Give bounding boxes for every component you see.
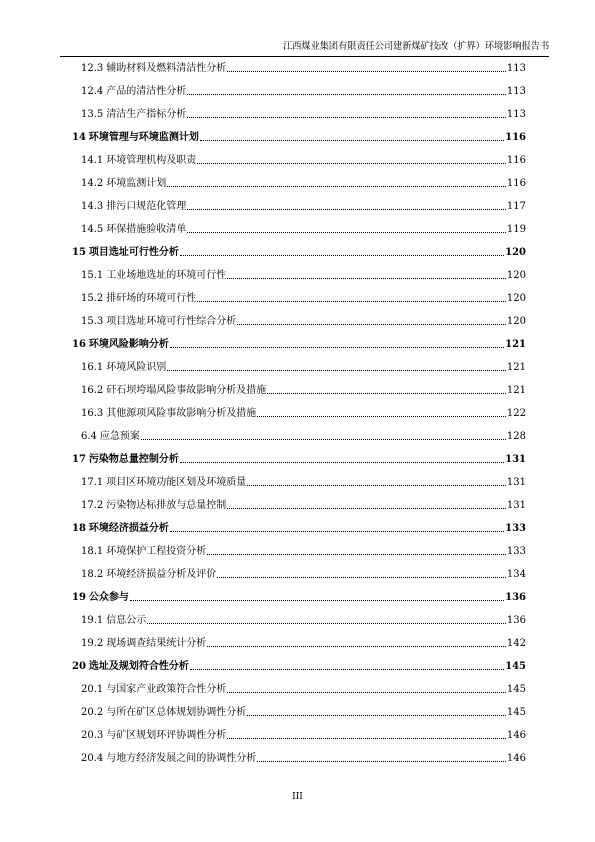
dot-leader <box>217 577 506 578</box>
toc-chapter-entry[interactable] <box>72 656 526 673</box>
toc-section-entry[interactable] <box>81 265 526 282</box>
toc-entry-label: 现场调查结果统计分析 <box>106 638 207 649</box>
toc-entry-number: 12.3 <box>81 63 104 74</box>
toc-entry-page: 120 <box>505 247 526 258</box>
toc-entry-page: 146 <box>506 753 526 764</box>
toc-entry-label: 选址及规划符合性分析 <box>88 661 189 672</box>
toc-entry-label: 与矿区规划环评协调性分析 <box>106 730 227 741</box>
toc-entry-number: 19.1 <box>81 615 104 626</box>
dot-leader <box>197 301 506 302</box>
dot-leader <box>180 462 504 463</box>
dot-leader <box>247 715 506 716</box>
toc-entry-title <box>81 614 146 627</box>
toc-chapter-entry[interactable] <box>72 334 526 351</box>
toc-entry-number: 20 <box>72 661 86 672</box>
toc-entry-title <box>72 131 199 144</box>
toc-entry-number: 14.3 <box>81 201 104 212</box>
toc-entry-title <box>81 292 196 305</box>
toc-entry-title <box>72 246 179 259</box>
toc-entry-label: 污染物总量控制分析 <box>88 454 179 465</box>
toc-entry-title <box>81 62 226 75</box>
toc-entry-label: 公众参与 <box>88 592 129 603</box>
toc-entry-label: 环保措施验收清单 <box>106 224 187 235</box>
toc-entry-number: 18.2 <box>81 569 104 580</box>
toc-entry-page: 121 <box>506 385 526 396</box>
dot-leader <box>227 738 506 739</box>
toc-entry-label: 矸石坝垮塌风险事故影响分析及措施 <box>106 385 267 396</box>
toc-entry-title <box>72 338 169 351</box>
toc-entry-title <box>81 177 166 190</box>
dot-leader <box>237 324 506 325</box>
dot-leader <box>167 186 506 187</box>
toc-entry-label: 信息公示 <box>106 615 147 626</box>
toc-entry-page: 145 <box>506 707 526 718</box>
toc-entry-number: 17.1 <box>81 477 104 488</box>
toc-entry-page: 120 <box>506 316 526 327</box>
toc-entry-title <box>81 683 226 696</box>
toc-entry-title <box>81 361 166 374</box>
toc-chapter-entry[interactable] <box>72 518 526 535</box>
dot-leader <box>170 347 504 348</box>
toc-entry-title <box>81 499 226 512</box>
toc-section-entry[interactable] <box>81 541 526 558</box>
toc-entry-title <box>81 384 266 397</box>
toc-entry-page: 116 <box>506 155 526 166</box>
toc-section-entry[interactable] <box>81 288 526 305</box>
toc-entry-label: 与国家产业政策符合性分析 <box>106 684 227 695</box>
toc-entry-label: 工业场地选址的环境可行性 <box>106 270 227 281</box>
toc-entry-number: 14 <box>72 132 86 143</box>
dot-leader <box>267 393 506 394</box>
toc-entry-number: 17 <box>72 454 86 465</box>
toc-section-entry[interactable] <box>81 104 526 121</box>
toc-entry-title <box>81 200 186 213</box>
toc-entry-number: 15.2 <box>81 293 104 304</box>
toc-entry-title <box>81 85 186 98</box>
toc-entry-label: 环境监测计划 <box>106 178 167 189</box>
toc-entry-number: 13.5 <box>81 109 104 120</box>
running-header: 江西煤业集团有限责任公司建新煤矿技改（扩界）环境影响报告书 <box>60 40 549 57</box>
toc-entry-page: 122 <box>506 408 526 419</box>
toc-section-entry[interactable] <box>81 472 526 489</box>
toc-entry-label: 辅助材料及燃料清洁性分析 <box>106 63 227 74</box>
dot-leader <box>257 416 506 417</box>
toc-entry-title <box>81 637 206 650</box>
toc-entry-title <box>81 476 246 489</box>
toc-entry-number: 16.2 <box>81 385 104 396</box>
toc-chapter-entry[interactable] <box>72 587 526 604</box>
toc-entry-title <box>81 545 206 558</box>
toc-entry-number: 19 <box>72 592 86 603</box>
toc-entry-page: 134 <box>506 569 526 580</box>
toc-entry-page: 146 <box>506 730 526 741</box>
toc-section-entry[interactable] <box>81 564 526 581</box>
toc-entry-number: 16.1 <box>81 362 104 373</box>
toc-section-entry[interactable] <box>81 702 526 719</box>
toc-chapter-entry[interactable] <box>72 127 526 144</box>
toc-entry-label: 环境管理机构及职责 <box>106 155 197 166</box>
toc-entry-title <box>72 453 179 466</box>
toc-entry-number: 15.3 <box>81 316 104 327</box>
dot-leader <box>190 669 504 670</box>
toc-entry-page: 136 <box>505 592 526 603</box>
dot-leader <box>227 71 506 72</box>
toc-entry-title <box>81 154 196 167</box>
dot-leader <box>207 646 506 647</box>
toc-entry-title <box>81 752 256 765</box>
toc-entry-page: 113 <box>506 63 526 74</box>
toc-entry-number: 12.4 <box>81 86 104 97</box>
toc-entry-page: 142 <box>506 638 526 649</box>
toc-entry-label: 环境风险影响分析 <box>88 339 169 350</box>
toc-entry-number: 20.3 <box>81 730 104 741</box>
toc-section-entry[interactable] <box>81 495 526 512</box>
toc-chapter-entry[interactable] <box>72 449 526 466</box>
toc-section-entry[interactable] <box>81 150 526 167</box>
toc-entry-title <box>81 108 186 121</box>
toc-entry-page: 145 <box>505 661 526 672</box>
toc-section-entry[interactable] <box>81 748 526 765</box>
toc-entry-label: 排矸场的环境可行性 <box>106 293 197 304</box>
toc-entry-page: 113 <box>506 86 526 97</box>
toc-entry-title <box>72 660 189 673</box>
toc-entry-label: 与地方经济发展之间的协调性分析 <box>106 753 257 764</box>
toc-entry-page: 120 <box>506 293 526 304</box>
toc-entry-label: 环境经济损益分析及评价 <box>106 569 217 580</box>
dot-leader <box>227 508 506 509</box>
toc-entry-label: 与所在矿区总体规划协调性分析 <box>106 707 247 718</box>
toc-entry-title <box>81 706 246 719</box>
toc-entry-number: 20.4 <box>81 753 104 764</box>
toc-entry-label: 排污口规范化管理 <box>106 201 187 212</box>
toc-entry-label: 应急预案 <box>99 431 140 442</box>
toc-entry-title <box>81 315 236 328</box>
toc-entry-title <box>72 522 169 535</box>
dot-leader <box>180 255 504 256</box>
toc-entry-label: 项目选址可行性分析 <box>88 247 179 258</box>
toc-entry-label: 产品的清洁性分析 <box>106 86 187 97</box>
dot-leader <box>187 232 506 233</box>
dot-leader <box>257 761 506 762</box>
toc-entry-page: 136 <box>506 615 526 626</box>
toc-section-entry[interactable] <box>81 426 526 443</box>
toc-entry-page: 119 <box>506 224 526 235</box>
toc-section-entry[interactable] <box>81 357 526 374</box>
toc-entry-number: 17.2 <box>81 500 104 511</box>
dot-leader <box>200 140 504 141</box>
page-number: III <box>292 792 303 802</box>
toc-entry-number: 16.3 <box>81 408 104 419</box>
toc-entry-page: 116 <box>505 132 526 143</box>
toc-entry-page: 120 <box>506 270 526 281</box>
toc-entry-label: 环境经济损益分析 <box>88 523 169 534</box>
toc-entry-page: 145 <box>506 684 526 695</box>
toc-entry-page: 128 <box>506 431 526 442</box>
toc-entry-title <box>81 407 256 420</box>
toc-entry-title <box>81 223 186 236</box>
dot-leader <box>170 531 504 532</box>
toc-section-entry[interactable] <box>81 58 526 75</box>
toc-entry-number: 19.2 <box>81 638 104 649</box>
dot-leader <box>187 94 506 95</box>
toc-entry-number: 14.2 <box>81 178 104 189</box>
dot-leader <box>227 692 506 693</box>
toc-entry-number: 15 <box>72 247 86 258</box>
toc-entry-number: 6.4 <box>81 431 97 442</box>
toc-entry-number: 18.1 <box>81 546 104 557</box>
toc-entry-page: 133 <box>506 546 526 557</box>
toc-entry-title <box>81 729 226 742</box>
toc-entry-title <box>81 430 140 443</box>
toc-entry-label: 其他源项风险事故影响分析及措施 <box>106 408 257 419</box>
toc-entry-number: 18 <box>72 523 86 534</box>
toc-entry-page: 116 <box>506 178 526 189</box>
toc-entry-label: 项目选址环境可行性综合分析 <box>106 316 237 327</box>
toc-entry-label: 污染物达标排放与总量控制 <box>106 500 227 511</box>
toc-entry-label: 项目区环境功能区划及环境质量 <box>106 477 247 488</box>
toc-section-entry[interactable] <box>81 81 526 98</box>
toc-entry-title <box>72 591 129 604</box>
toc-entry-title <box>81 568 216 581</box>
toc-section-entry[interactable] <box>81 380 526 397</box>
toc-entry-label: 环境风险识别 <box>106 362 167 373</box>
toc-entry-page: 131 <box>506 500 526 511</box>
toc-entry-label: 清洁生产指标分析 <box>106 109 187 120</box>
dot-leader <box>197 163 506 164</box>
toc-entry-page: 131 <box>505 454 526 465</box>
toc-entry-title <box>81 269 226 282</box>
dot-leader <box>207 554 506 555</box>
toc-entry-label: 环境管理与环境监测计划 <box>88 132 199 143</box>
toc-section-entry[interactable] <box>81 311 526 328</box>
toc-entry-page: 131 <box>506 477 526 488</box>
dot-leader <box>147 623 506 624</box>
toc-entry-number: 20.1 <box>81 684 104 695</box>
toc-section-entry[interactable] <box>81 679 526 696</box>
dot-leader <box>187 117 506 118</box>
dot-leader <box>141 439 506 440</box>
toc-section-entry[interactable] <box>81 219 526 236</box>
dot-leader <box>130 600 504 601</box>
toc-entry-label: 环境保护工程投资分析 <box>106 546 207 557</box>
toc-section-entry[interactable] <box>81 196 526 213</box>
toc-section-entry[interactable] <box>81 403 526 420</box>
toc-entry-page: 121 <box>506 362 526 373</box>
toc-entry-number: 15.1 <box>81 270 104 281</box>
dot-leader <box>227 278 506 279</box>
dot-leader <box>247 485 506 486</box>
dot-leader <box>187 209 506 210</box>
toc-entry-number: 14.5 <box>81 224 104 235</box>
toc-entry-page: 113 <box>506 109 526 120</box>
toc-entry-page: 121 <box>505 339 526 350</box>
toc-entry-number: 16 <box>72 339 86 350</box>
toc-entry-page: 117 <box>506 201 526 212</box>
toc-entry-number: 14.1 <box>81 155 104 166</box>
toc-entry-number: 20.2 <box>81 707 104 718</box>
toc-chapter-entry[interactable] <box>72 242 526 259</box>
toc-section-entry[interactable] <box>81 633 526 650</box>
toc-entry-page: 133 <box>505 523 526 534</box>
toc-section-entry[interactable] <box>81 725 526 742</box>
toc-section-entry[interactable] <box>81 173 526 190</box>
toc-section-entry[interactable] <box>81 610 526 627</box>
dot-leader <box>167 370 506 371</box>
